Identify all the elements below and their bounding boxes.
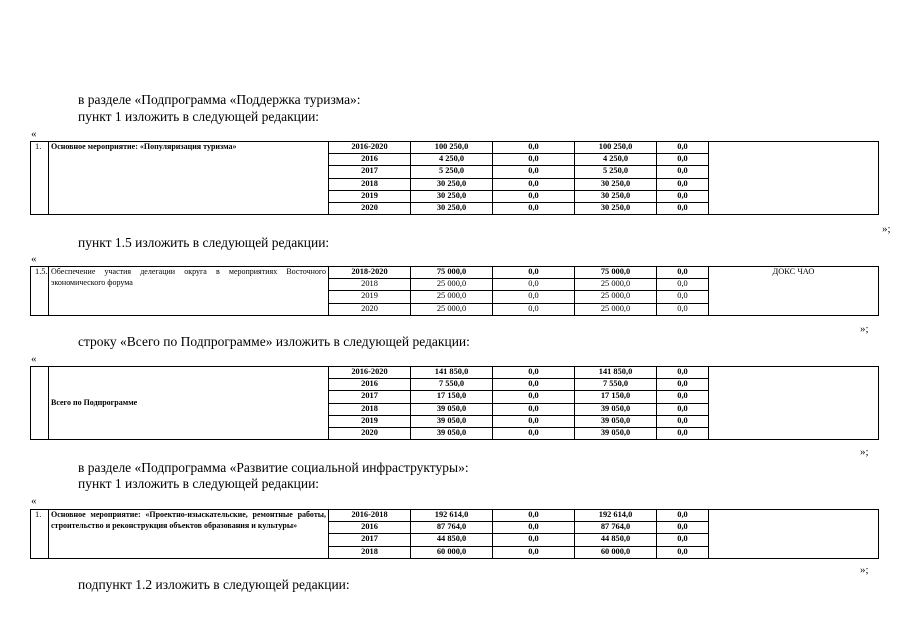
regional-cell: 39 050,0 [575, 427, 657, 439]
period-cell: 2016-2020 [329, 142, 411, 154]
total-cell: 60 000,0 [411, 546, 493, 558]
table-row [31, 367, 879, 379]
close-quote: »; [860, 323, 869, 335]
regional-cell: 141 850,0 [575, 367, 657, 379]
period-cell: 2018-2020 [329, 267, 411, 279]
close-quote: »; [882, 223, 891, 235]
regional-cell: 100 250,0 [575, 142, 657, 154]
regional-cell: 25 000,0 [575, 291, 657, 303]
activity-name: Основное мероприятие: «Проектно-изыскательские, ремонтные работы, строительство и реконструкция объектов образования и культуры» [49, 510, 329, 559]
executor-cell: ДОКС ЧАО [709, 267, 879, 316]
table-row [31, 267, 879, 279]
federal-cell: 0,0 [493, 415, 575, 427]
other-cell: 0,0 [657, 178, 709, 190]
other-cell: 0,0 [657, 202, 709, 214]
open-quote: « [31, 128, 37, 140]
regional-cell: 39 050,0 [575, 403, 657, 415]
period-cell: 2020 [329, 427, 411, 439]
activity-name: Основное мероприятие: «Популяризация туризма» [49, 142, 329, 215]
row-number: 1. [31, 510, 49, 559]
section-instruction: пункт 1.5 изложить в следующей редакции: [78, 235, 330, 250]
federal-cell: 0,0 [493, 391, 575, 403]
other-cell: 0,0 [657, 166, 709, 178]
other-cell: 0,0 [657, 546, 709, 558]
other-cell: 0,0 [657, 142, 709, 154]
total-cell: 7 550,0 [411, 379, 493, 391]
total-cell: 39 050,0 [411, 415, 493, 427]
total-cell: 17 150,0 [411, 391, 493, 403]
other-cell: 0,0 [657, 291, 709, 303]
total-cell: 25 000,0 [411, 291, 493, 303]
period-cell: 2016 [329, 379, 411, 391]
regional-cell: 192 614,0 [575, 510, 657, 522]
regional-cell: 25 000,0 [575, 303, 657, 315]
regional-cell: 4 250,0 [575, 154, 657, 166]
federal-cell: 0,0 [493, 190, 575, 202]
regional-cell: 30 250,0 [575, 190, 657, 202]
total-cell: 30 250,0 [411, 202, 493, 214]
regional-cell: 60 000,0 [575, 546, 657, 558]
total-cell: 30 250,0 [411, 178, 493, 190]
section-instruction: пункт 1 изложить в следующей редакции: [78, 476, 320, 491]
total-cell: 4 250,0 [411, 154, 493, 166]
activity-name: Всего по Подпрограмме [49, 367, 329, 440]
other-cell: 0,0 [657, 190, 709, 202]
regional-cell: 75 000,0 [575, 267, 657, 279]
row-number [31, 367, 49, 440]
other-cell: 0,0 [657, 279, 709, 291]
total-cell: 192 614,0 [411, 510, 493, 522]
other-cell: 0,0 [657, 154, 709, 166]
table-tourism-popularization [30, 141, 879, 215]
other-cell: 0,0 [657, 267, 709, 279]
regional-cell: 30 250,0 [575, 178, 657, 190]
regional-cell: 39 050,0 [575, 415, 657, 427]
executor-cell [709, 367, 879, 440]
regional-cell: 5 250,0 [575, 166, 657, 178]
federal-cell: 0,0 [493, 522, 575, 534]
table-row [31, 510, 879, 522]
federal-cell: 0,0 [493, 291, 575, 303]
other-cell: 0,0 [657, 379, 709, 391]
period-cell: 2019 [329, 415, 411, 427]
close-quote: »; [860, 446, 869, 458]
total-cell: 30 250,0 [411, 190, 493, 202]
other-cell: 0,0 [657, 510, 709, 522]
federal-cell: 0,0 [493, 142, 575, 154]
close-quote: »; [860, 564, 869, 576]
section-header: в разделе «Подпрограмма «Развитие социальной инфраструктуры»: [78, 460, 469, 475]
period-cell: 2020 [329, 303, 411, 315]
period-cell: 2018 [329, 178, 411, 190]
executor-cell [709, 142, 879, 215]
other-cell: 0,0 [657, 534, 709, 546]
open-quote: « [31, 353, 37, 365]
total-cell: 100 250,0 [411, 142, 493, 154]
federal-cell: 0,0 [493, 154, 575, 166]
total-cell: 141 850,0 [411, 367, 493, 379]
federal-cell: 0,0 [493, 427, 575, 439]
period-cell: 2017 [329, 166, 411, 178]
other-cell: 0,0 [657, 415, 709, 427]
period-cell: 2016-2020 [329, 367, 411, 379]
table-social-infrastructure [30, 509, 879, 559]
executor-cell [709, 510, 879, 559]
federal-cell: 0,0 [493, 178, 575, 190]
total-cell: 39 050,0 [411, 427, 493, 439]
period-cell: 2016-2018 [329, 510, 411, 522]
federal-cell: 0,0 [493, 367, 575, 379]
regional-cell: 25 000,0 [575, 279, 657, 291]
activity-name: Обеспечение участия делегации округа в мероприятиях Восточного экономического форума [49, 267, 329, 316]
period-cell: 2018 [329, 403, 411, 415]
federal-cell: 0,0 [493, 379, 575, 391]
period-cell: 2018 [329, 546, 411, 558]
period-cell: 2019 [329, 291, 411, 303]
total-cell: 5 250,0 [411, 166, 493, 178]
table-subprogram-total [30, 366, 879, 440]
table-forum-participation [30, 266, 879, 316]
period-cell: 2018 [329, 279, 411, 291]
other-cell: 0,0 [657, 522, 709, 534]
total-cell: 44 850,0 [411, 534, 493, 546]
total-cell: 25 000,0 [411, 303, 493, 315]
regional-cell: 17 150,0 [575, 391, 657, 403]
section-instruction: пункт 1 изложить в следующей редакции: [78, 109, 320, 124]
federal-cell: 0,0 [493, 202, 575, 214]
section-instruction: строку «Всего по Подпрограмме» изложить в следующей редакции: [78, 334, 470, 349]
regional-cell: 7 550,0 [575, 379, 657, 391]
period-cell: 2017 [329, 534, 411, 546]
open-quote: « [31, 495, 37, 507]
other-cell: 0,0 [657, 367, 709, 379]
regional-cell: 30 250,0 [575, 202, 657, 214]
other-cell: 0,0 [657, 427, 709, 439]
regional-cell: 44 850,0 [575, 534, 657, 546]
total-cell: 75 000,0 [411, 267, 493, 279]
table-row [31, 142, 879, 154]
period-cell: 2017 [329, 391, 411, 403]
federal-cell: 0,0 [493, 303, 575, 315]
federal-cell: 0,0 [493, 510, 575, 522]
other-cell: 0,0 [657, 403, 709, 415]
period-cell: 2016 [329, 522, 411, 534]
row-number: 1. [31, 142, 49, 215]
section-instruction: подпункт 1.2 изложить в следующей редакции: [78, 577, 350, 592]
section-header: в разделе «Подпрограмма «Поддержка туризма»: [78, 92, 361, 107]
period-cell: 2020 [329, 202, 411, 214]
federal-cell: 0,0 [493, 166, 575, 178]
period-cell: 2016 [329, 154, 411, 166]
period-cell: 2019 [329, 190, 411, 202]
row-number: 1.5. [31, 267, 49, 316]
federal-cell: 0,0 [493, 267, 575, 279]
federal-cell: 0,0 [493, 279, 575, 291]
federal-cell: 0,0 [493, 403, 575, 415]
regional-cell: 87 764,0 [575, 522, 657, 534]
total-cell: 87 764,0 [411, 522, 493, 534]
total-cell: 39 050,0 [411, 403, 493, 415]
other-cell: 0,0 [657, 391, 709, 403]
open-quote: « [31, 253, 37, 265]
total-cell: 25 000,0 [411, 279, 493, 291]
other-cell: 0,0 [657, 303, 709, 315]
federal-cell: 0,0 [493, 546, 575, 558]
federal-cell: 0,0 [493, 534, 575, 546]
